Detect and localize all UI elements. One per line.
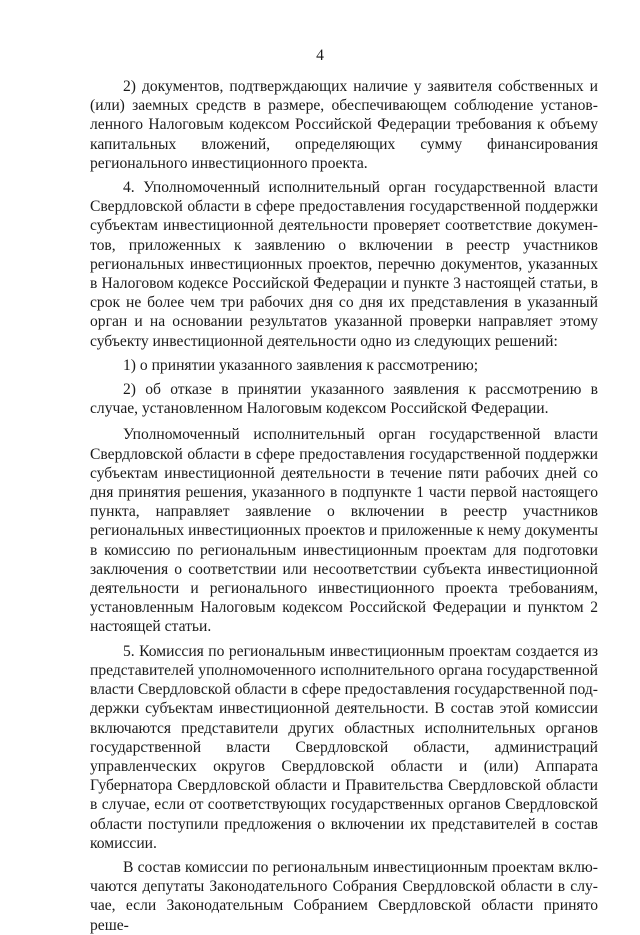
- paragraph-authorized-body: Уполномоченный исполнительный орган государственной власти Свердловской области в сфере предоставления государственной поддержки субъектам инвестиционной деятельности в течение пяти рабочих дней со дня принятия решения, указанного в подпункте 1 части первой настоящего пункта, направляет заявление о включении в реестр участников региональных инвестиционных проектов и приложенные к нему документы в комиссию по региональным инвестиционным проектам для подготовки заключения о соответствии или несоответствии субъекта инвестиционной деятельности и регионального инвестиционного проекта требованиям, установленным Налоговым кодексом Российской Федерации и пунктом 2 настоящей статьи.: [90, 426, 598, 636]
- paragraph-clause-5: 5. Комиссия по региональным инвестиционным проектам создается из представителей уполномоченного исполнительного органа государственной власти Свердловской области в сфере предоставления государственной поддержки субъектам инвестиционной деятельности. В состав этой комиссии включаются представители других областных исполнительных органов государственной власти Свердловской области, администраций управленческих округов Свердловской области и (или) Аппарата Губернатора Свердловской области и Правительства Свердловской области в случае, если от соответствующих государственных органов Свердловской области поступили предложения о включении их представителей в состав комиссии.: [90, 642, 598, 852]
- page-number: 4: [316, 47, 324, 64]
- paragraph-commission-members: В состав комиссии по региональным инвестиционным проектам включаются депутаты Законодательного Собрания Свердловской области в случае, если Законодательным Собранием Свердловской области принято реше-: [90, 858, 598, 934]
- paragraph-decision-2: 2) об отказе в принятии указанного заявления к рассмотрению в случае, установленном Налоговым кодексом Российской Федерации.: [90, 381, 598, 418]
- document-body: [90, 77, 598, 935]
- paragraph-item-2-documents: 2) документов, подтверждающих наличие у заявителя собственных и (или) заемных средств в размере, обеспечивающем соблюдение установленного Налоговым кодексом Российской Федерации требования к объему капитальных вложений, определяющих сумму финансирования регионального инвестиционного проекта.: [90, 78, 598, 172]
- paragraph-clause-4: 4. Уполномоченный исполнительный орган государственной власти Свердловской области в сфере предоставления государственной поддержки субъектам инвестиционной деятельности проверяет соответствие документов, приложенных к заявлению о включении в реестр участников региональных инвестиционных проектов, перечню документов, указанных в Налоговом кодексе Российской Федерации и пункте 3 настоящей статьи, в срок не более чем три рабочих дня со дня их представления в указанный орган и на основании результатов указанной проверки направляет этому субъекту инвестиционной деятельности одно из следующих решений:: [90, 179, 598, 350]
- paragraph-decision-1: 1) о принятии указанного заявления к рассмотрению;: [123, 356, 479, 374]
